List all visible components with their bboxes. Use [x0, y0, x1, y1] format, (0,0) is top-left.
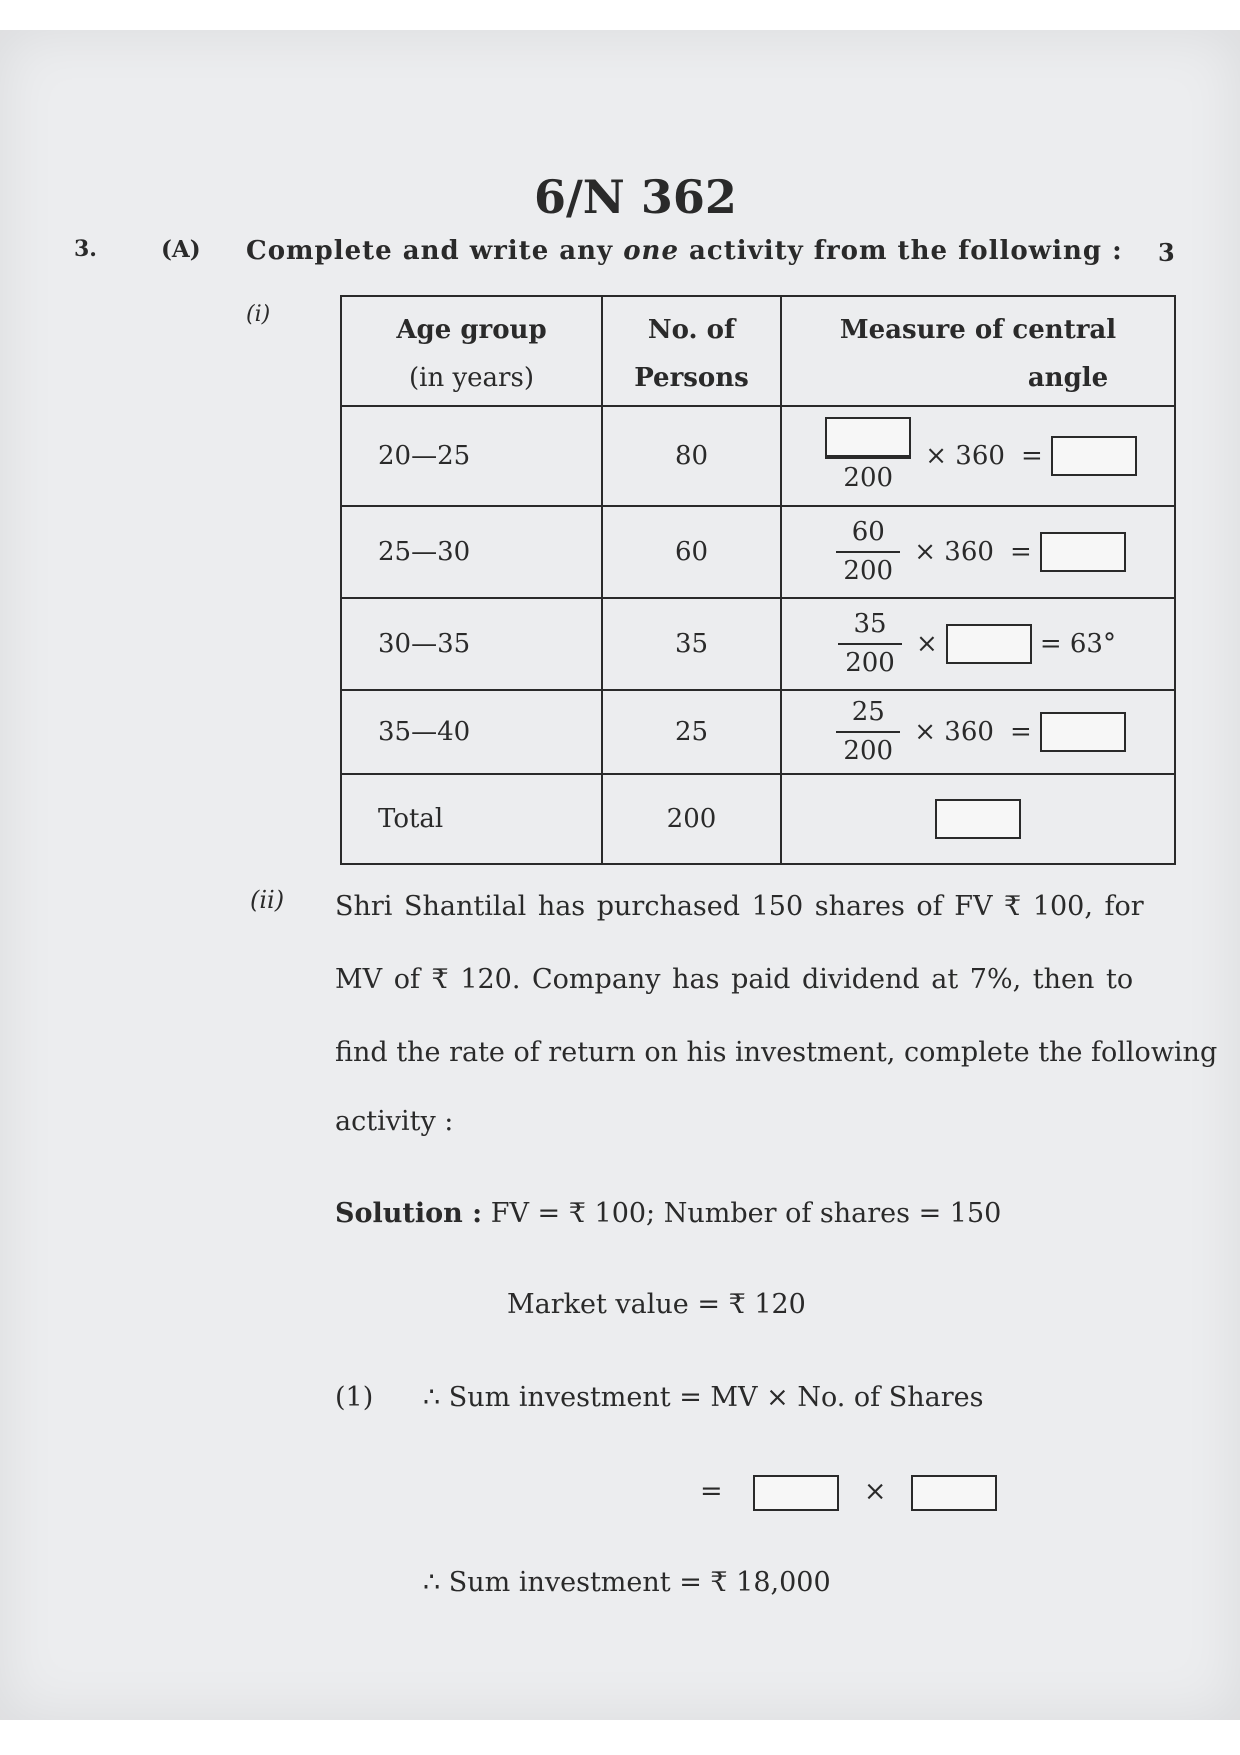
- market-value-line: Market value = ₹ 120: [507, 1289, 806, 1320]
- activity-ii-text-line3: find the rate of return on his investment, complete the following: [335, 1037, 1218, 1068]
- fraction: [836, 697, 900, 767]
- activity-ii-text-line4: activity :: [335, 1106, 454, 1137]
- persons-cell: 60: [602, 506, 781, 598]
- fraction: [825, 417, 911, 494]
- total-label: Total: [341, 774, 602, 864]
- question-number: 3.: [74, 236, 97, 262]
- shares-box[interactable]: [911, 1475, 997, 1511]
- fraction-numerator: 25: [836, 697, 900, 733]
- table-header-row: [341, 296, 1175, 406]
- fraction-denominator: 200: [825, 457, 911, 494]
- question-marks: 3: [1158, 238, 1175, 267]
- angle-expression: [830, 697, 1125, 767]
- header-central-angle: [781, 296, 1175, 406]
- total-row: [341, 774, 1175, 864]
- fraction-numerator: 35: [838, 609, 902, 645]
- table-row: [341, 406, 1175, 506]
- header-angle-line2: angle: [1027, 363, 1109, 393]
- question-part: (A): [161, 236, 201, 263]
- page-code: 6/N 362: [534, 170, 737, 224]
- header-age-line1: Age group: [396, 315, 547, 345]
- total-angle-cell: [781, 774, 1175, 864]
- question-instruction: [246, 236, 1123, 266]
- equals-sign: =: [1020, 441, 1043, 471]
- table-row: [341, 690, 1175, 774]
- age-cell: 35—40: [341, 690, 602, 774]
- fraction: [838, 609, 902, 679]
- multiplier: × 360: [925, 441, 1005, 471]
- equals-sign: =: [1009, 537, 1032, 567]
- multiplier: × 360: [914, 537, 994, 567]
- step1-number: (1): [335, 1382, 374, 1413]
- total-angle-box[interactable]: [935, 799, 1021, 839]
- header-angle-line1: Measure of central: [839, 315, 1117, 345]
- solution-line: [335, 1196, 1001, 1232]
- angle-cell: [781, 598, 1175, 690]
- angle-expression: [832, 609, 1124, 679]
- fraction-denominator: 200: [843, 556, 894, 586]
- step1-result: ∴ Sum investment = ₹ 18,000: [423, 1567, 831, 1598]
- total-persons: 200: [602, 774, 781, 864]
- central-angle-table: [340, 295, 1176, 865]
- activity-ii-label: (ii): [250, 886, 285, 914]
- age-cell: 25—30: [341, 506, 602, 598]
- angle-cell: [781, 690, 1175, 774]
- solution-label: Solution :: [335, 1198, 483, 1229]
- angle-expression: [819, 417, 1136, 494]
- header-persons: [602, 296, 781, 406]
- age-cell: 30—35: [341, 598, 602, 690]
- step1-equation: [700, 1474, 997, 1511]
- multiplier: × 360: [914, 717, 994, 747]
- header-persons-line2: Persons: [634, 363, 749, 393]
- angle-expression: [830, 517, 1125, 587]
- table-row: [341, 598, 1175, 690]
- activity-ii-text-line1: Shri Shantilal has purchased 150 shares of FV ₹ 100, for: [335, 891, 1144, 922]
- activity-ii-text-line2: MV of ₹ 120. Company has paid dividend at 7%, then to: [335, 964, 1134, 995]
- instruction-pre: Complete and write any: [246, 236, 624, 266]
- answer-box[interactable]: [1051, 436, 1137, 476]
- fraction: [836, 517, 900, 587]
- instruction-post: activity from the following :: [679, 236, 1123, 266]
- mv-box[interactable]: [753, 1475, 839, 1511]
- solution-given: FV = ₹ 100; Number of shares = 150: [490, 1198, 1002, 1229]
- angle-cell: [781, 506, 1175, 598]
- fraction-numerator: 60: [836, 517, 900, 553]
- header-persons-line1: No. of: [647, 315, 736, 345]
- step1-equals: =: [700, 1476, 723, 1507]
- instruction-em: one: [623, 236, 679, 266]
- header-age-group: [341, 296, 602, 406]
- numerator-box[interactable]: [825, 417, 911, 457]
- fraction-denominator: 200: [845, 648, 895, 678]
- persons-cell: 35: [602, 598, 781, 690]
- exam-paper: [0, 30, 1240, 1720]
- table-row: [341, 506, 1175, 598]
- times-sign: ×: [916, 629, 938, 659]
- angle-result: = 63°: [1039, 629, 1116, 659]
- fraction-denominator: 200: [843, 736, 894, 766]
- multiplier-box[interactable]: [946, 624, 1032, 664]
- step1-text: ∴ Sum investment = MV × No. of Shares: [423, 1382, 984, 1413]
- answer-box[interactable]: [1040, 712, 1126, 752]
- step1-times: ×: [863, 1476, 887, 1507]
- header-age-line2: (in years): [409, 363, 534, 393]
- activity-i-label: (i): [246, 302, 271, 327]
- answer-box[interactable]: [1040, 532, 1126, 572]
- angle-cell: [781, 406, 1175, 506]
- age-cell: 20—25: [341, 406, 602, 506]
- persons-cell: 25: [602, 690, 781, 774]
- equals-sign: =: [1009, 717, 1032, 747]
- persons-cell: 80: [602, 406, 781, 506]
- fraction-numerator-blank[interactable]: [825, 417, 911, 457]
